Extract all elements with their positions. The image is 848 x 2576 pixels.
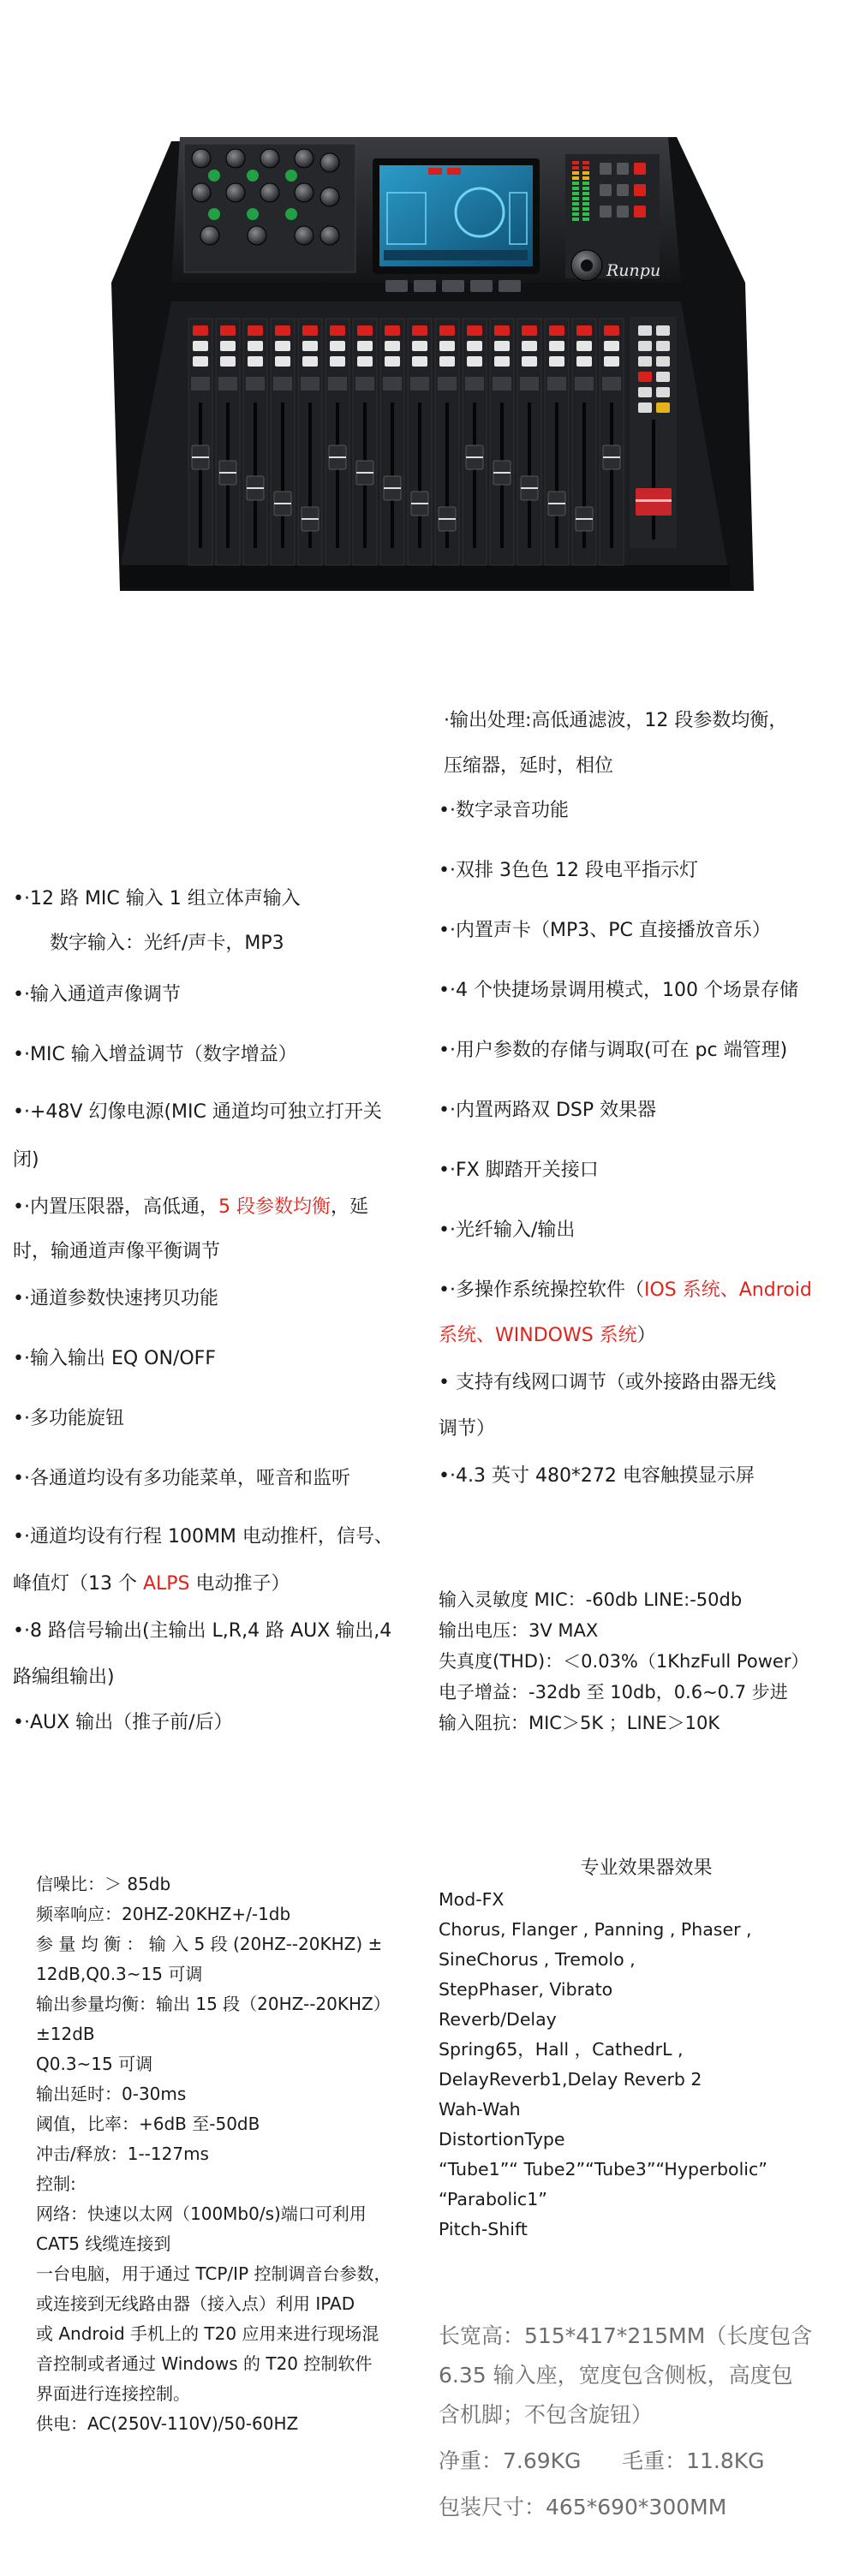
knob — [295, 183, 314, 202]
feature-text: 峰值灯（13 个 — [13, 1573, 143, 1595]
feature-line-r10a — [439, 1276, 812, 1305]
channel-label — [355, 377, 374, 391]
spec-snr: 信噪比：＞ 85db — [36, 1874, 171, 1894]
mute-button — [302, 325, 318, 336]
pfl-button — [385, 356, 400, 367]
channel-label — [383, 377, 402, 391]
feature-text: 调节） — [439, 1418, 496, 1440]
meter-led — [572, 218, 579, 221]
fader-mark — [548, 503, 565, 504]
master-button — [656, 402, 670, 413]
feature-text: •·用户参数的存储与调取(可在 pc 端管理) — [439, 1040, 788, 1061]
meter-led — [582, 212, 589, 216]
pfl-button — [604, 356, 619, 367]
knob — [248, 226, 266, 245]
feature-text: •·4 个快捷场景调用模式，100 个场景存储 — [439, 980, 798, 1001]
channel-label — [218, 377, 237, 391]
select-button — [494, 341, 510, 351]
feature-line-f1 — [13, 885, 301, 914]
feature-text: • 支持有线网口调节（或外接路由器无线 — [439, 1372, 776, 1393]
brand-logo: Runpu — [606, 261, 661, 280]
fader-mark — [603, 456, 620, 458]
master-button — [656, 325, 670, 336]
channel-label — [191, 377, 210, 391]
fader-track — [528, 402, 531, 548]
spec-control: 控制: — [36, 2174, 76, 2194]
fx-line: StepPhaser, Vibrato — [439, 1979, 613, 2000]
fader-mark — [439, 518, 456, 520]
spec-impedance: 输入阻抗：MIC＞5K ；LINE＞10K — [439, 1713, 720, 1733]
mute-button — [412, 325, 427, 336]
fx-line: “Tube1”“ Tube2”“Tube3”“Hyperbolic” — [439, 2159, 767, 2179]
fx-line: “Parabolic1” — [439, 2189, 547, 2209]
feature-line-r6 — [439, 1036, 787, 1065]
meter-led — [572, 166, 579, 170]
meter-button — [600, 184, 612, 196]
meter-button — [634, 206, 646, 218]
feature-line-f2 — [13, 981, 181, 1010]
fader-mark — [411, 503, 428, 504]
master-section — [630, 317, 677, 548]
weight-line: 净重：7.69KG 毛重：11.8KG — [439, 2448, 765, 2473]
fader-mark — [192, 456, 209, 458]
meter-led — [572, 161, 579, 164]
knob — [192, 183, 211, 202]
spec-gain: 电子增益：-32db 至 10db，0.6~0.7 步进 — [439, 1682, 788, 1702]
fader-track — [391, 402, 394, 548]
feature-line-f7 — [13, 1345, 216, 1374]
mute-button — [248, 325, 263, 336]
feature-text: 时，输通道声像平衡调节 — [13, 1241, 221, 1262]
select-button — [302, 341, 318, 351]
spec-network-4: 或连接到无线路由器（接入点）利用 IPAD — [36, 2293, 355, 2314]
feature-line-f4b — [13, 1146, 39, 1175]
pfl-button — [357, 356, 373, 367]
feature-line-f1b — [50, 929, 284, 958]
green-button — [247, 170, 259, 182]
master-button — [638, 387, 652, 397]
select-button — [439, 341, 455, 351]
green-button — [247, 208, 259, 220]
feature-text: •·FX 脚踏开关接口 — [439, 1160, 599, 1181]
dimensions-line: 6.35 输入座，宽度包含侧板，高度包 — [439, 2363, 793, 2388]
green-button — [285, 170, 297, 182]
feature-text: •·数字录音功能 — [439, 800, 569, 821]
fader-mark — [493, 472, 511, 474]
select-button — [275, 341, 290, 351]
feature-text: ·输出处理:高低通滤波，12 段参数均衡， — [444, 710, 788, 731]
fader-mark — [356, 472, 373, 474]
fader-track — [281, 402, 284, 548]
spec-network-1: 网络：快速以太网（100Mb0/s)端口可利用 — [36, 2203, 367, 2224]
pfl-button — [302, 356, 318, 367]
meter-button — [600, 163, 612, 175]
feature-text: •·多操作系统操控软件（ — [439, 1279, 644, 1301]
fader-mark — [329, 456, 346, 458]
channel-label — [465, 377, 484, 391]
fx-line: Spring65，Hall ，CathedrL , — [439, 2039, 684, 2060]
select-button — [248, 341, 263, 351]
meter-led — [582, 192, 589, 195]
spec-sensitivity: 输入灵敏度 MIC：-60db LINE:-50db — [439, 1589, 743, 1610]
fader-track — [610, 402, 613, 548]
channel-label — [273, 377, 292, 391]
upper-knob-panel — [184, 144, 355, 272]
select-button — [549, 341, 564, 351]
feature-line-r8 — [439, 1156, 599, 1185]
meter-led — [572, 207, 579, 211]
feature-text: •·AUX 输出（推子前/后） — [13, 1712, 233, 1733]
channel-label — [246, 377, 265, 391]
dimensions-block — [439, 2317, 828, 2527]
feature-line-r3 — [439, 856, 698, 886]
feature-text: •·输入输出 EQ ON/OFF — [13, 1348, 216, 1369]
feature-line-f11a — [13, 1617, 391, 1646]
feature-text: •·通道参数快速拷贝功能 — [13, 1288, 218, 1309]
fx-line: Chorus, Flanger , Panning , Phaser , — [439, 1919, 752, 1940]
feature-line-r11a — [439, 1368, 776, 1398]
select-button — [604, 341, 619, 351]
feature-line-f5b — [13, 1237, 220, 1267]
meter-led — [572, 171, 579, 175]
feature-line-f3 — [13, 1041, 297, 1070]
feature-line-r9 — [439, 1216, 575, 1245]
knob — [260, 183, 279, 202]
feature-text: •·双排 3色色 12 段电平指示灯 — [439, 860, 698, 881]
feature-line-r7 — [439, 1096, 656, 1125]
pfl-button — [220, 356, 236, 367]
meter-led — [572, 187, 579, 190]
pfl-button — [412, 356, 427, 367]
screen-soft-button — [470, 280, 493, 292]
feature-line-f10a — [13, 1523, 393, 1552]
feature-line-r4 — [439, 916, 771, 945]
select-button — [522, 341, 537, 351]
master-button — [656, 372, 670, 382]
meter-button — [634, 184, 646, 196]
spec-attack-release: 冲击/释放：1--127ms — [36, 2144, 209, 2164]
meter-led — [582, 176, 589, 180]
meter-button — [617, 184, 629, 196]
meter-led — [582, 182, 589, 185]
feature-text: 数字输入：光纤/声卡，MP3 — [50, 933, 284, 954]
spec-output-delay: 输出延时：0-30ms — [36, 2084, 187, 2104]
mute-button — [439, 325, 455, 336]
feature-text: •·各通道均设有多功能菜单，哑音和监听 — [13, 1468, 350, 1489]
knob — [295, 149, 314, 168]
mute-button — [549, 325, 564, 336]
green-button — [208, 208, 220, 220]
spec-output-eq: 输出参量均衡：输出 15 段（20HZ--20KHZ） — [36, 1994, 391, 2014]
feature-line-r11b — [439, 1415, 495, 1444]
feature-line-f9 — [13, 1464, 350, 1494]
channel-label — [602, 377, 621, 391]
spec-network-7: 界面进行连接控制。 — [36, 2383, 190, 2404]
fx-line: DelayReverb1,Delay Reverb 2 — [439, 2069, 702, 2090]
feature-text: •·光纤输入/输出 — [439, 1219, 576, 1241]
select-button — [330, 341, 345, 351]
knob — [260, 149, 279, 168]
fx-line: Mod-FX — [439, 1889, 505, 1910]
channel-label — [301, 377, 319, 391]
feature-text: •·通道均设有行程 100MM 电动推杆，信号、 — [13, 1526, 393, 1547]
feature-text: •·内置两路双 DSP 效果器 — [439, 1100, 657, 1121]
knob — [192, 149, 211, 168]
jog-wheel — [571, 250, 602, 281]
fx-line: Pitch-Shift — [439, 2219, 528, 2239]
select-button — [357, 341, 373, 351]
pfl-button — [248, 356, 263, 367]
feature-text: 闭) — [13, 1149, 39, 1171]
feature-text: •·输入通道声像调节 — [13, 984, 181, 1005]
fx-line: DistortionType — [439, 2129, 565, 2150]
feature-text: 压缩器，延时，相位 — [444, 755, 614, 777]
effects-title: 专业效果器效果 — [580, 1857, 713, 1879]
meter-led — [582, 187, 589, 190]
feature-line-f11b — [13, 1663, 115, 1692]
mute-button — [494, 325, 510, 336]
master-button — [656, 341, 670, 351]
feature-text: ） — [636, 1325, 656, 1346]
feature-text: ，延 — [330, 1196, 368, 1218]
feature-text: •·4.3 英寸 480*272 电容触摸显示屏 — [439, 1465, 755, 1487]
meter-button — [600, 206, 612, 218]
fx-line: SineChorus , Tremolo , — [439, 1949, 636, 1970]
mixer-product-image — [0, 0, 848, 634]
fader-mark — [274, 503, 291, 504]
fader-track — [254, 402, 257, 548]
master-button — [656, 387, 670, 397]
feature-line-f8 — [13, 1404, 124, 1434]
effects-list — [439, 1852, 828, 2245]
green-button — [208, 170, 220, 182]
master-button — [638, 402, 652, 413]
mute-button — [357, 325, 373, 336]
meter-led — [572, 197, 579, 200]
pfl-button — [576, 356, 592, 367]
spec-power: 供电：AC(250V-110V)/50-60HZ — [36, 2413, 299, 2434]
pfl-button — [275, 356, 290, 367]
fader-track — [418, 402, 421, 548]
master-button — [638, 372, 652, 382]
meter-button — [617, 163, 629, 175]
knob — [200, 226, 219, 245]
feature-line-f12 — [13, 1708, 233, 1738]
highlight-text: ALPS — [142, 1573, 190, 1595]
pfl-button — [549, 356, 564, 367]
select-button — [220, 341, 236, 351]
fader-track — [336, 402, 339, 548]
channel-label — [547, 377, 566, 391]
fader-mark — [247, 487, 264, 489]
screen-soft-button — [385, 280, 408, 292]
spec-threshold: 阈值，比率：+6dB 至-50dB — [36, 2114, 260, 2134]
spec-frequency: 频率响应：20HZ-20KHZ+/-1db — [36, 1904, 291, 1924]
spec-output-voltage: 输出电压：3V MAX — [439, 1620, 599, 1641]
select-button — [193, 341, 208, 351]
knob — [226, 149, 245, 168]
meter-led — [572, 192, 579, 195]
select-button — [576, 341, 592, 351]
fx-line: Wah-Wah — [439, 2099, 521, 2120]
fader-track — [473, 402, 476, 548]
master-button — [656, 356, 670, 367]
feature-line-f5a — [13, 1193, 368, 1222]
channel-label — [328, 377, 347, 391]
mute-button — [467, 325, 482, 336]
knob — [320, 188, 339, 206]
fader-track — [555, 402, 558, 548]
feature-text: 电动推子） — [189, 1573, 290, 1595]
fader-track — [199, 402, 202, 548]
feature-line-r1a — [444, 707, 787, 736]
spec-output-eq-q: Q0.3~15 可调 — [36, 2054, 153, 2074]
fader-mark — [302, 518, 319, 520]
fader-mark — [466, 456, 483, 458]
fader-mark — [576, 518, 593, 520]
mute-button — [275, 325, 290, 336]
fader-mark — [521, 487, 538, 489]
knob — [320, 226, 339, 245]
fader-mark — [219, 472, 236, 474]
pfl-button — [330, 356, 345, 367]
mute-button — [522, 325, 537, 336]
meter-led — [572, 212, 579, 216]
screen-soft-button — [442, 280, 464, 292]
touch-screen — [373, 158, 540, 274]
performance-specs — [36, 1869, 426, 2439]
master-button — [638, 341, 652, 351]
knob — [226, 183, 245, 202]
spec-thd: 失真度(THD)：＜0.03%（1KhzFull Power） — [439, 1651, 809, 1672]
knob — [295, 226, 314, 245]
feature-line-f4a — [13, 1098, 382, 1127]
meter-led — [582, 202, 589, 206]
highlight-text: 系统、WINDOWS 系统 — [439, 1325, 637, 1346]
package-size-line: 包装尺寸：465*690*300MM — [439, 2495, 727, 2519]
spec-network-6: 音控制或者通过 Windows 的 T20 控制软件 — [36, 2353, 373, 2374]
meter-led — [582, 166, 589, 170]
channel-label — [575, 377, 594, 391]
spec-input-eq: 参 量 均 衡 ： 输 入 5 段 (20HZ--20KHZ) ± — [36, 1934, 383, 1954]
screen-soft-button — [414, 280, 436, 292]
feature-line-r12 — [439, 1462, 755, 1491]
meter-led — [582, 218, 589, 221]
knob — [320, 153, 339, 172]
meter-led — [582, 197, 589, 200]
mute-button — [193, 325, 208, 336]
spec-output-eq-gain: ±12dB — [36, 2024, 95, 2044]
feature-text: •·内置压限器，高低通， — [13, 1196, 218, 1218]
feature-text: •·+48V 幻像电源(MIC 通道均可独立打开关 — [13, 1101, 382, 1123]
meter-led — [582, 207, 589, 211]
spec-input-eq-q: 12dB,Q0.3~15 可调 — [36, 1964, 203, 1984]
channel-label — [520, 377, 539, 391]
green-button — [285, 208, 297, 220]
spec-network-3: 一台电脑，用于通过 TCP/IP 控制调音台参数， — [36, 2263, 391, 2284]
spec-network-2: CAT5 线缆连接到 — [36, 2233, 171, 2254]
select-button — [385, 341, 400, 351]
master-button — [638, 356, 652, 367]
feature-text: •·MIC 输入增益调节（数字增益） — [13, 1044, 297, 1065]
select-button — [467, 341, 482, 351]
feature-text: •·8 路信号输出(主输出 L,R,4 路 AUX 输出,4 — [13, 1620, 392, 1642]
feature-line-r2 — [439, 796, 569, 826]
pfl-button — [467, 356, 482, 367]
mute-button — [604, 325, 619, 336]
feature-text: 路编组输出) — [13, 1667, 115, 1688]
feature-line-r5 — [439, 976, 798, 1005]
channel-label — [493, 377, 511, 391]
fader-mark — [384, 487, 401, 489]
meter-button — [634, 163, 646, 175]
electrical-specs — [439, 1584, 809, 1738]
pfl-button — [522, 356, 537, 367]
feature-text: •·12 路 MIC 输入 1 组立体声输入 — [13, 888, 301, 909]
master-button — [638, 325, 652, 336]
meter-led — [572, 202, 579, 206]
pfl-button — [439, 356, 455, 367]
fx-line: Reverb/Delay — [439, 2009, 557, 2030]
highlight-text: 5 段参数均衡 — [218, 1196, 331, 1218]
meter-led — [572, 176, 579, 180]
dimensions-line: 长宽高：515*417*215MM（长度包含 — [439, 2323, 813, 2348]
feature-line-f6 — [13, 1285, 218, 1314]
mute-button — [220, 325, 236, 336]
feature-text: •·内置声卡（MP3、PC 直接播放音乐） — [439, 920, 771, 941]
meter-led — [572, 182, 579, 185]
select-button — [412, 341, 427, 351]
meter-button — [617, 206, 629, 218]
channel-label — [438, 377, 457, 391]
channel-label — [410, 377, 429, 391]
spec-network-5: 或 Android 手机上的 T20 应用来进行现场混 — [36, 2323, 379, 2344]
highlight-text: IOS 系统、Android — [643, 1279, 812, 1301]
pfl-button — [193, 356, 208, 367]
feature-line-f10b — [13, 1570, 290, 1599]
meter-led — [582, 161, 589, 164]
screen-soft-button — [499, 280, 521, 292]
feature-line-r10b — [439, 1321, 656, 1351]
dimensions-line: 含机脚；不包含旋钮） — [439, 2402, 654, 2427]
mute-button — [385, 325, 400, 336]
mute-button — [576, 325, 592, 336]
pfl-button — [494, 356, 510, 367]
mute-button — [330, 325, 345, 336]
feature-line-r1b — [444, 752, 613, 781]
meter-led — [582, 171, 589, 175]
feature-text: •·多功能旋钮 — [13, 1408, 124, 1429]
